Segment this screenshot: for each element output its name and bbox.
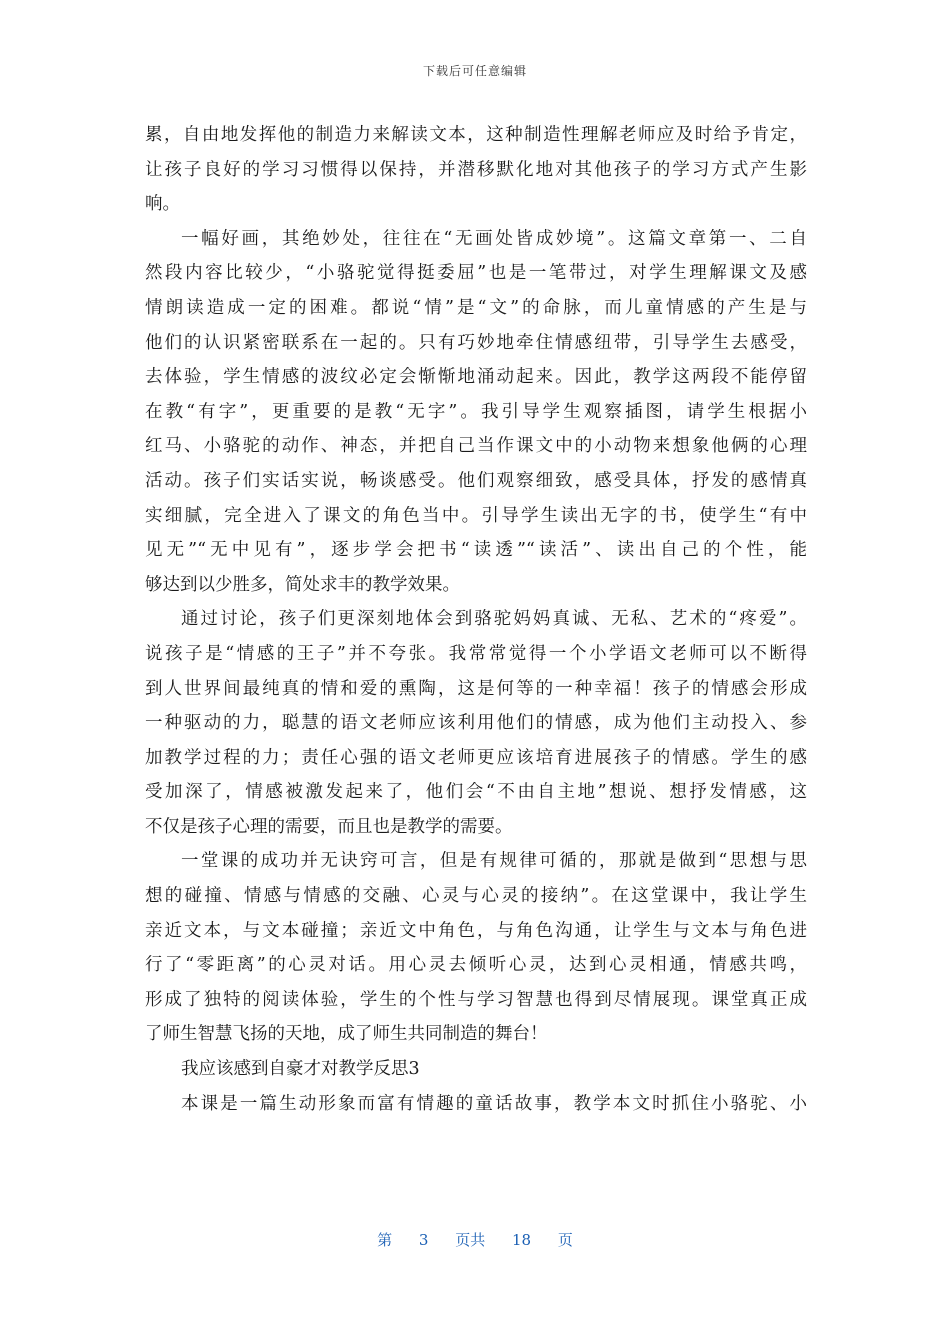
text-line: 不仅是孩子心理的需要，而且也是教学的需要。 [145,816,513,837]
text-line: 了师生智慧飞扬的天地，成了师生共同制造的舞台！ [145,1024,548,1045]
text-line: 见无”“无中见有”，逐步学会把书“读透”“读活”、读出自己的个性，能 [145,540,807,561]
text-line: 受加深了，情感被激发起来了，他们会“不由自主地”想说、想抒发情感，这 [145,782,807,803]
text-line: 到人世界间最纯真的情和爱的熏陶，这是何等的一种幸福！孩子的情感会形成 [145,678,807,699]
text-line: 够达到以少胜多，简处求丰的教学效果。 [145,574,460,595]
text-line: 想的碰撞、情感与情感的交融、心灵与心灵的接纳”。在这堂课中，我让学生 [145,886,807,907]
paragraph [145,844,807,1052]
paragraph [145,118,807,222]
text-line: 形成了独特的阅读体验，学生的个性与学习智慧也得到尽情展现。课堂真正成 [145,989,807,1010]
text-line: 让孩子良好的学习习惯得以保持，并潜移默化地对其他孩子的学习方式产生影 [145,159,807,180]
text-line: 他们的认识紧密联系在一起的。只有巧妙地牵住情感纽带，引导学生去感受， [145,332,807,353]
text-line: 累，自由地发挥他的制造力来解读文本，这种制造性理解老师应及时给予肯定， [145,125,807,145]
text-line: 亲近文本，与文本碰撞；亲近文中角色，与角色沟通，让学生与文本与角色进 [145,920,807,941]
text-line: 行了“零距离”的心灵对话。用心灵去倾听心灵，达到心灵相通，情感共鸣， [145,955,807,976]
page-footer [0,1229,950,1250]
footer-label-total: 页共 [455,1231,486,1249]
text-line: 然段内容比较少，“小骆驼觉得挺委屈”也是一笔带过，对学生理解课文及感 [145,263,807,284]
paragraph [145,602,807,844]
text-line: 去体验，学生情感的波纹必定会惭惭地涌动起来。因此，教学这两段不能停留 [145,367,807,388]
document-body [145,118,807,1121]
text-line: 我应该感到自豪才对教学反思3 [181,1059,420,1080]
total-pages: 18 [512,1231,532,1249]
text-line: 活动。孩子们实话实说，畅谈感受。他们观察细致，感受具体，抒发的感情真 [145,470,807,491]
text-line: 在教“有字”，更重要的是教“无字”。我引导学生观察插图，请学生根据小 [145,401,807,422]
page-number: 3 [418,1231,429,1249]
text-line: 一种驱动的力，聪慧的语文老师应该利用他们的情感，成为他们主动投入、参 [145,713,807,734]
paragraph [145,222,807,603]
section-heading [145,1052,807,1087]
text-line: 说孩子是“情感的王子”并不夸张。我常常觉得一个小学语文老师可以不断得 [145,643,807,664]
page-header: 下载后可任意编辑 [422,64,527,78]
text-line: 本课是一篇生动形象而富有情趣的童话故事，教学本文时抓住小骆驼、小 [181,1093,807,1114]
paragraph [145,1087,807,1122]
text-line: 加教学过程的力；责任心强的语文老师更应该培育进展孩子的情感。学生的感 [145,747,807,768]
text-line: 响。 [145,194,180,215]
text-line: 红马、小骆驼的动作、神态，并把自己当作课文中的小动物来想象他俩的心理 [145,436,807,457]
text-line: 通过讨论，孩子们更深刻地体会到骆驼妈妈真诚、无私、艺术的“疼爱”。 [181,609,807,630]
footer-label-end: 页 [557,1231,573,1249]
text-line: 实细腻，完全进入了课文的角色当中。引导学生读出无字的书，使学生“有中 [145,505,807,526]
text-line: 一堂课的成功并无诀窍可言，但是有规律可循的，那就是做到“思想与思 [181,851,807,872]
text-line: 一幅好画，其绝妙处，往往在“无画处皆成妙境”。这篇文章第一、二自 [181,228,807,249]
footer-label-page: 第 [377,1231,393,1249]
text-line: 情朗读造成一定的困难。都说“情”是“文”的命脉，而儿童情感的产生是与 [145,297,807,318]
